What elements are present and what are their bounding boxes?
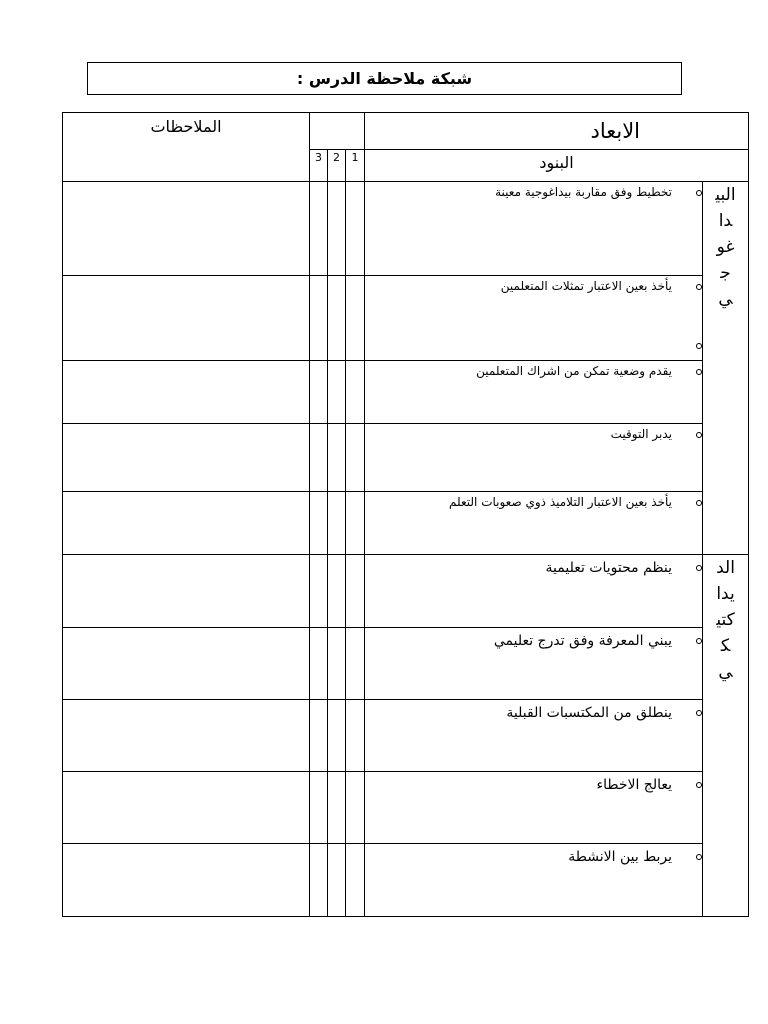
rating-cell-2 [328, 844, 346, 917]
table-row [63, 772, 749, 844]
item-label: يربط بين الانشطة [568, 849, 673, 865]
items-header-label: البنود [539, 153, 574, 172]
page-title-box [87, 62, 682, 95]
rating-cell-1 [346, 555, 365, 628]
rating-header-3 [310, 150, 328, 182]
rating-cell-2 [328, 361, 346, 424]
rating-cell-2 [328, 276, 346, 361]
item-cell [365, 772, 703, 844]
item-cell [365, 555, 703, 628]
rating-cell-1 [346, 276, 365, 361]
rating-cell-3 [310, 492, 328, 555]
notes-cell [63, 182, 310, 276]
item-cell [365, 492, 703, 555]
item-label: يقدم وضعية تمكن من اشراك المتعلمين [476, 364, 673, 378]
rating-cell-3 [310, 182, 328, 276]
item-cell [365, 361, 703, 424]
dimension-label: الديداكتيكي [716, 558, 735, 682]
notes-header [63, 113, 310, 182]
table-row [63, 628, 749, 700]
table-row [63, 492, 749, 555]
rating-cell-3 [310, 628, 328, 700]
rating-cell-2 [328, 424, 346, 492]
item-label: يدبر التوقيت [610, 427, 673, 441]
dimensions-header-label: الابعاد [590, 119, 641, 143]
dimension-cell [703, 555, 749, 917]
table-row [63, 700, 749, 772]
bullet-icon [696, 190, 702, 196]
dimensions-header [365, 113, 749, 150]
rating-cell-3 [310, 424, 328, 492]
table-row [63, 276, 749, 361]
notes-header-label: الملاحظات [150, 117, 222, 136]
rating-cell-1 [346, 492, 365, 555]
notes-cell [63, 424, 310, 492]
rating-cell-3 [310, 361, 328, 424]
notes-cell [63, 492, 310, 555]
notes-cell [63, 844, 310, 917]
rating-header-2 [328, 150, 346, 182]
item-label: يأخذ بعين الاعتبار التلاميذ ذوي صعوبات التعلم [449, 495, 673, 509]
item-cell [365, 700, 703, 772]
rating-cell-1 [346, 628, 365, 700]
bullet-icon [696, 432, 702, 438]
bullet-icon [696, 854, 702, 860]
table-row [63, 182, 749, 276]
rating-cell-2 [328, 492, 346, 555]
rating-cell-1 [346, 361, 365, 424]
item-cell [365, 628, 703, 700]
item-cell [365, 424, 703, 492]
bullet-icon [696, 565, 702, 571]
notes-cell [63, 276, 310, 361]
rating-cell-3 [310, 555, 328, 628]
rating-cell-2 [328, 700, 346, 772]
rating-cell-3 [310, 772, 328, 844]
item-cell [365, 276, 703, 361]
bullet-icon [696, 638, 702, 644]
item-cell [365, 844, 703, 917]
dimension-cell [703, 182, 749, 555]
notes-cell [63, 555, 310, 628]
bullet-icon [696, 782, 702, 788]
table-row [63, 555, 749, 628]
notes-cell [63, 772, 310, 844]
page-title: شبكة ملاحظة الدرس : [296, 69, 473, 88]
rating-header-2-label: 2 [333, 151, 340, 164]
bullet-icon [696, 343, 702, 349]
ratings-header-blank [310, 113, 365, 150]
rating-header-1-label: 1 [351, 151, 359, 164]
rating-cell-3 [310, 276, 328, 361]
rating-cell-2 [328, 182, 346, 276]
rating-header-3-label: 3 [315, 151, 322, 164]
rating-header-1 [346, 150, 365, 182]
rating-cell-2 [328, 628, 346, 700]
rating-cell-1 [346, 844, 365, 917]
header-row [63, 113, 749, 150]
rating-cell-1 [346, 700, 365, 772]
rating-cell-2 [328, 555, 346, 628]
item-label: يأخذ بعين الاعتبار تمثلات المتعلمين [500, 279, 673, 293]
item-label: يبني المعرفة وفق تدرج تعليمي [493, 633, 673, 649]
item-label: يعالج الاخطاء [596, 777, 673, 793]
rating-cell-2 [328, 772, 346, 844]
item-label: ينظم محتويات تعليمية [545, 560, 673, 576]
items-header [365, 150, 749, 182]
rating-cell-1 [346, 772, 365, 844]
dimension-label: البيداغوجي [715, 185, 736, 309]
rating-cell-1 [346, 182, 365, 276]
table-row [63, 424, 749, 492]
rating-cell-3 [310, 700, 328, 772]
observation-grid-table [62, 112, 749, 917]
notes-cell [63, 700, 310, 772]
bullet-icon [696, 284, 702, 290]
rating-cell-1 [346, 424, 365, 492]
item-cell [365, 182, 703, 276]
table-row [63, 361, 749, 424]
notes-cell [63, 361, 310, 424]
rating-cell-3 [310, 844, 328, 917]
item-label: ينطلق من المكتسبات القبلية [506, 705, 673, 721]
bullet-icon [696, 710, 702, 716]
notes-cell [63, 628, 310, 700]
bullet-icon [696, 500, 702, 506]
bullet-icon [696, 369, 702, 375]
item-label: تخطيط وفق مقاربة بيداغوجية معينة [495, 185, 673, 199]
table-row [63, 844, 749, 917]
